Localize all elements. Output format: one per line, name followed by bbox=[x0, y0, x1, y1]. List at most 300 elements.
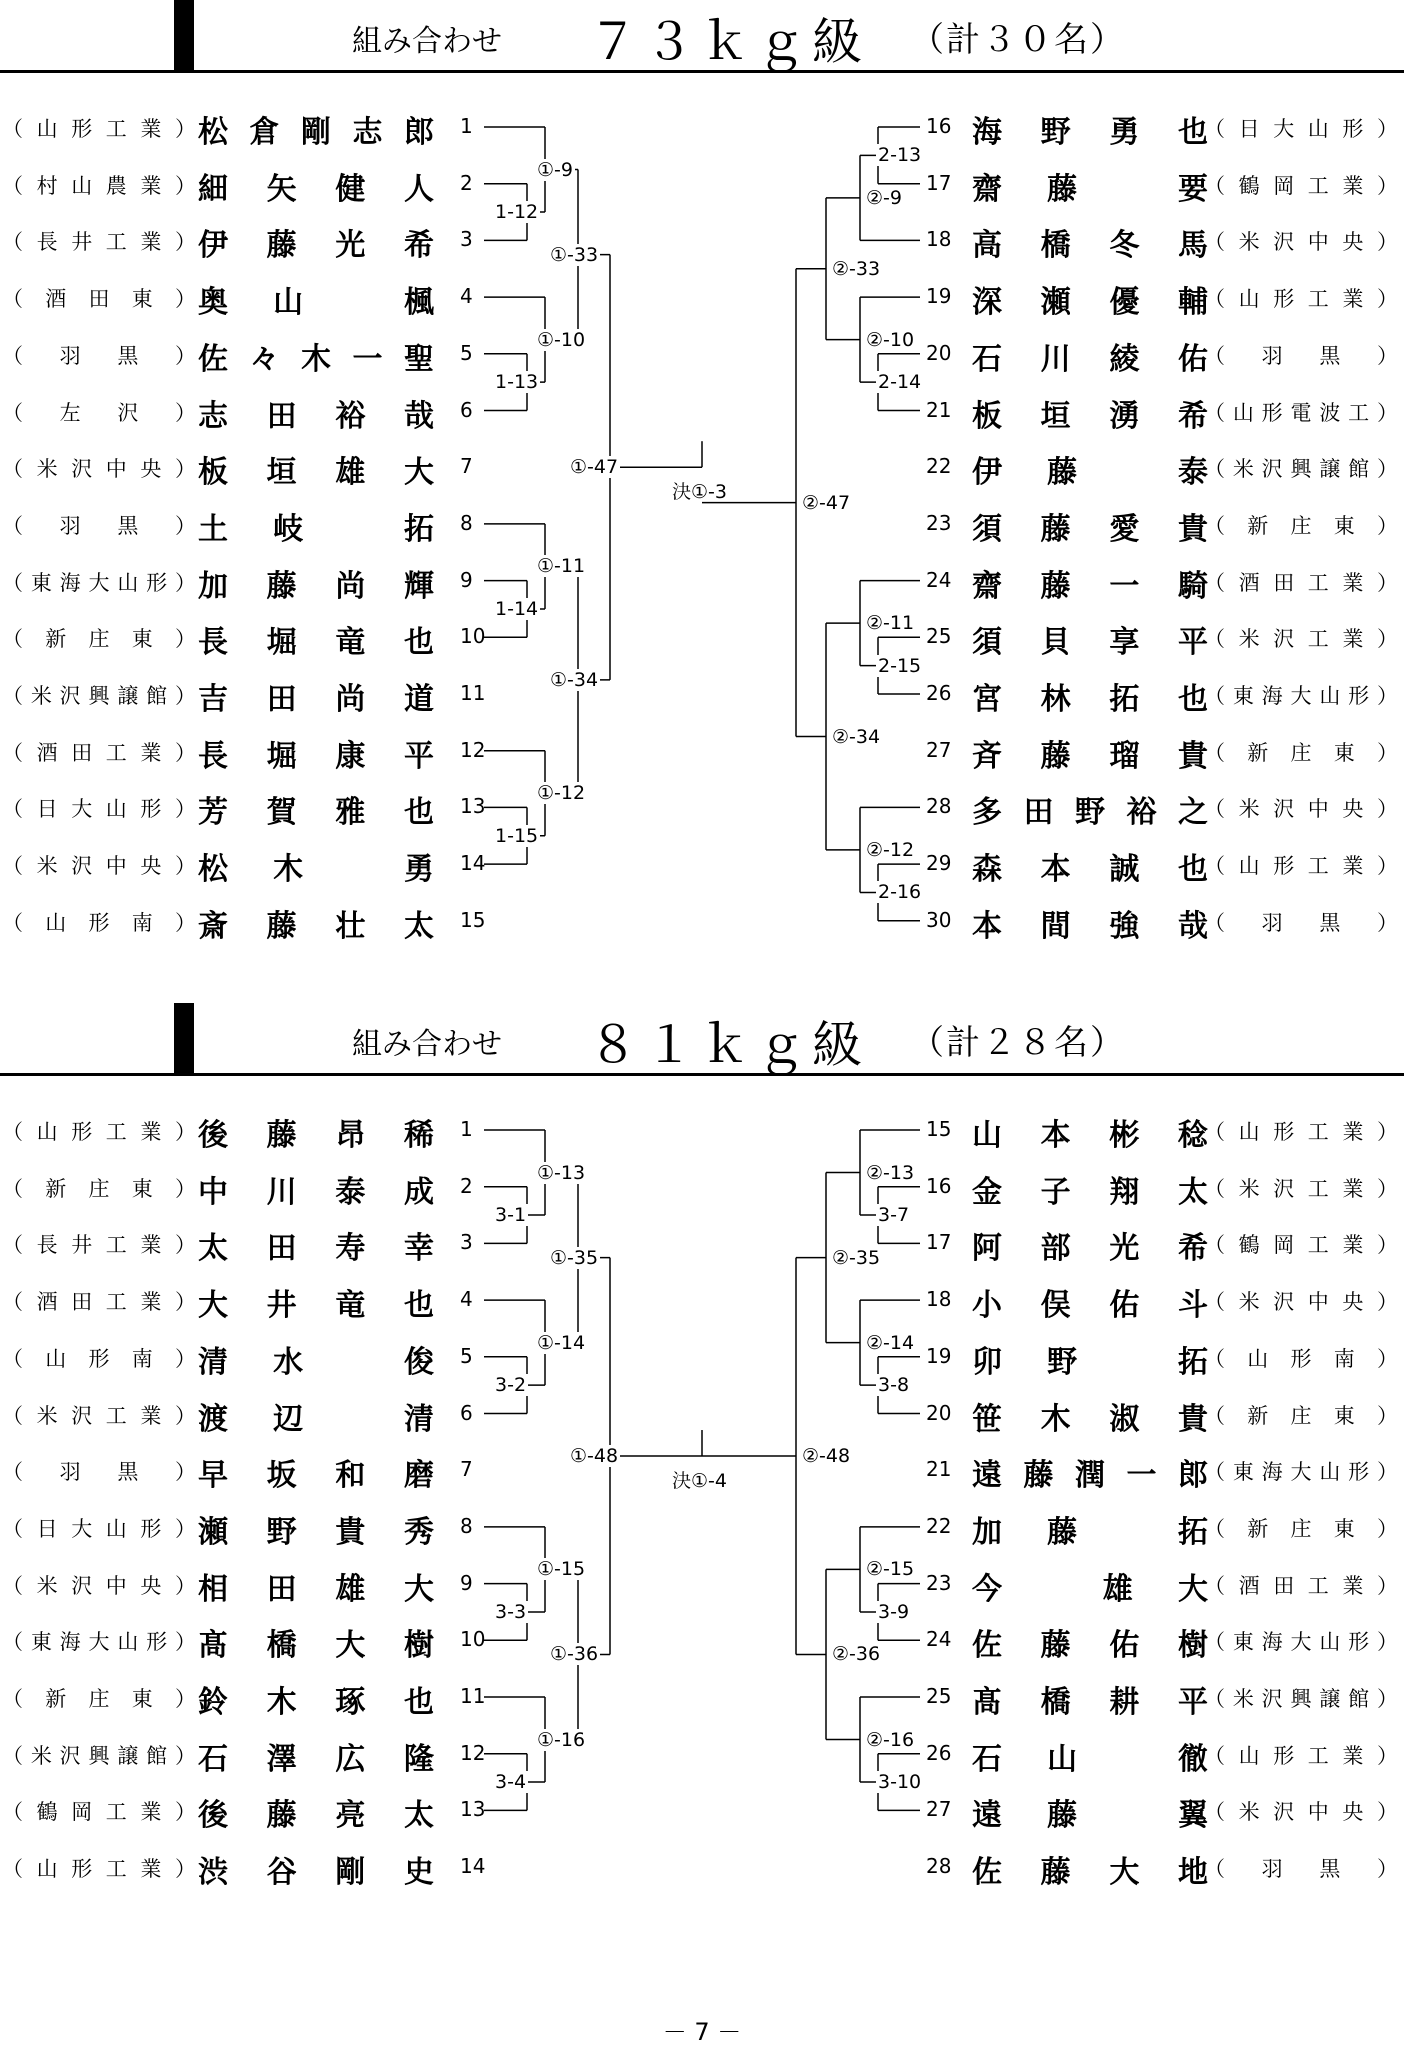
name-char: 佑 bbox=[1109, 1628, 1140, 1664]
name-char: 藤 bbox=[1047, 1514, 1078, 1550]
school-char: ） bbox=[1376, 1573, 1398, 1598]
school-char: 業 bbox=[140, 173, 162, 198]
athlete-name bbox=[198, 1620, 434, 1664]
school-char: 工 bbox=[105, 117, 127, 141]
school-name bbox=[1204, 680, 1398, 710]
school-char: ） bbox=[1376, 627, 1398, 652]
school-char: 海 bbox=[1261, 1630, 1283, 1655]
school-char: 工 bbox=[1307, 1120, 1329, 1144]
school-char: 央 bbox=[1342, 230, 1364, 255]
seed-number: 19 bbox=[926, 1343, 952, 1368]
name-char: 森 bbox=[972, 852, 1002, 888]
school-char: 米 bbox=[1232, 457, 1254, 482]
school-char: ） bbox=[1377, 1346, 1398, 1371]
school-char: 新 bbox=[45, 1176, 67, 1201]
school-char: 業 bbox=[1342, 1120, 1364, 1144]
name-char: 勇 bbox=[1109, 115, 1140, 150]
school-char: 岡 bbox=[1273, 173, 1295, 198]
school-char: （ bbox=[1204, 1857, 1225, 1882]
name-char: 剛 bbox=[335, 1855, 366, 1891]
school-char: 形 bbox=[71, 1120, 93, 1144]
school-char: ） bbox=[1376, 173, 1398, 198]
school-char: 形 bbox=[1261, 400, 1283, 425]
school-char: 山 bbox=[105, 797, 127, 822]
seed-number: 14 bbox=[460, 851, 486, 876]
name-char: 芳 bbox=[198, 795, 228, 831]
seed-number: 22 bbox=[926, 454, 952, 479]
school-char: 中 bbox=[105, 854, 127, 879]
school-name bbox=[1204, 510, 1398, 540]
school-char: 米 bbox=[1238, 1290, 1260, 1315]
school-name bbox=[1204, 1683, 1398, 1713]
school-char: （ bbox=[2, 457, 23, 482]
school-name bbox=[1204, 170, 1398, 200]
name-char: 長 bbox=[198, 738, 228, 774]
school-char: ） bbox=[174, 1233, 196, 1258]
name-char: 大 bbox=[1177, 1571, 1208, 1607]
school-char: 工 bbox=[105, 740, 127, 765]
school-char: ） bbox=[1376, 400, 1398, 425]
athlete-name bbox=[198, 561, 434, 605]
name-char: 佑 bbox=[1109, 1288, 1140, 1324]
name-char: 橋 bbox=[1040, 228, 1071, 264]
name-char: 藤 bbox=[266, 568, 297, 604]
school-char: 山 bbox=[1232, 400, 1254, 425]
name-char: 也 bbox=[1177, 682, 1208, 717]
athlete-name bbox=[198, 731, 434, 775]
school-char: 業 bbox=[1342, 287, 1364, 312]
school-char: （ bbox=[2, 797, 23, 822]
athlete-name bbox=[972, 1847, 1208, 1891]
school-char: 中 bbox=[1307, 1800, 1329, 1825]
name-char: 木 bbox=[266, 1685, 297, 1720]
athlete-name bbox=[972, 561, 1208, 605]
school-name bbox=[1204, 1173, 1398, 1203]
school-char: 央 bbox=[140, 854, 162, 879]
name-char: 藤 bbox=[1023, 1458, 1054, 1494]
athlete-name bbox=[198, 1167, 434, 1211]
seed-number: 7 bbox=[460, 454, 473, 479]
match-label: ②-48 bbox=[802, 1445, 851, 1468]
name-char: 壮 bbox=[335, 908, 366, 944]
name-char: 阿 bbox=[972, 1231, 1002, 1267]
name-char: 野 bbox=[1040, 115, 1071, 150]
name-char: 志 bbox=[198, 398, 228, 434]
match-label: ②-9 bbox=[866, 186, 902, 209]
name-char: 齋 bbox=[972, 171, 1002, 207]
name-char: 輔 bbox=[1177, 285, 1208, 321]
school-char: 井 bbox=[71, 1233, 93, 1258]
school-char: 央 bbox=[1342, 1290, 1364, 1315]
school-name bbox=[1204, 226, 1398, 256]
name-char: 野 bbox=[266, 1514, 297, 1550]
name-char: 之 bbox=[1178, 795, 1208, 831]
school-char: 山 bbox=[45, 1346, 67, 1371]
school-char: ） bbox=[1376, 570, 1398, 595]
name-char: 馬 bbox=[1177, 228, 1208, 264]
match-label: ①-11 bbox=[537, 555, 586, 578]
school-char: ） bbox=[174, 570, 196, 595]
athlete-name bbox=[198, 1790, 434, 1834]
weight-class-title: ８１ｋｇ級 bbox=[588, 1016, 868, 1074]
school-char: （ bbox=[2, 684, 23, 708]
school-name bbox=[2, 510, 196, 540]
athlete-name bbox=[972, 1450, 1208, 1494]
seed-number: 8 bbox=[460, 1513, 473, 1538]
match-label: ②-47 bbox=[802, 491, 851, 514]
name-char: 藤 bbox=[1047, 455, 1078, 491]
name-char: 髙 bbox=[972, 1685, 1002, 1720]
school-char: 黒 bbox=[117, 513, 139, 538]
name-char: 加 bbox=[198, 568, 228, 604]
name-char: 瑠 bbox=[1109, 738, 1140, 774]
school-char: （ bbox=[1204, 1233, 1225, 1258]
school-char: ） bbox=[174, 1516, 196, 1541]
school-char: （ bbox=[2, 173, 23, 198]
name-char: 誠 bbox=[1109, 852, 1140, 888]
athlete-name bbox=[972, 504, 1208, 548]
athlete-name bbox=[198, 220, 434, 264]
school-name bbox=[2, 1343, 196, 1373]
athlete-name bbox=[198, 617, 434, 661]
name-char: 佑 bbox=[1177, 341, 1208, 377]
school-char: 新 bbox=[1247, 1516, 1269, 1541]
name-char: 後 bbox=[198, 1798, 228, 1834]
school-name bbox=[1204, 1400, 1398, 1430]
athlete-name bbox=[972, 220, 1208, 264]
name-char: 琢 bbox=[335, 1685, 366, 1720]
school-char: 米 bbox=[36, 1403, 58, 1428]
school-char: 新 bbox=[1247, 513, 1269, 538]
school-char: 黒 bbox=[117, 1460, 139, 1485]
school-char: 米 bbox=[1238, 230, 1260, 255]
school-char: ） bbox=[174, 1460, 196, 1485]
school-char: （ bbox=[1204, 287, 1225, 312]
name-char: 細 bbox=[198, 171, 228, 207]
school-char: 館 bbox=[146, 684, 168, 708]
name-char: 藤 bbox=[1040, 1628, 1071, 1664]
school-name bbox=[2, 1456, 196, 1486]
name-char: 綾 bbox=[1109, 341, 1140, 377]
name-char: 勇 bbox=[403, 852, 434, 888]
school-char: （ bbox=[1204, 1573, 1225, 1598]
name-char: 貴 bbox=[1177, 1401, 1208, 1437]
school-char: 中 bbox=[105, 1573, 127, 1598]
name-char: 板 bbox=[198, 455, 228, 491]
school-char: （ bbox=[1204, 343, 1225, 368]
school-char: （ bbox=[2, 740, 23, 765]
school-char: 譲 bbox=[117, 684, 139, 708]
school-char: 東 bbox=[1333, 1516, 1355, 1541]
name-char: 藤 bbox=[266, 1118, 297, 1153]
school-char: 工 bbox=[105, 1403, 127, 1428]
athlete-name bbox=[198, 787, 434, 831]
school-char: 米 bbox=[1238, 627, 1260, 652]
name-char: 尚 bbox=[335, 682, 366, 717]
match-label: ①-33 bbox=[550, 243, 599, 266]
name-char: 瀬 bbox=[1040, 285, 1071, 321]
school-char: （ bbox=[2, 400, 23, 425]
school-char: 海 bbox=[1261, 1460, 1283, 1485]
school-char: ） bbox=[1376, 684, 1398, 708]
name-char: 藤 bbox=[1047, 1798, 1078, 1834]
name-char: 本 bbox=[1040, 852, 1071, 888]
athlete-name bbox=[972, 391, 1208, 435]
athlete-name bbox=[198, 447, 434, 491]
school-char: （ bbox=[1204, 627, 1225, 652]
school-char: ） bbox=[1376, 1687, 1398, 1711]
name-char: 稔 bbox=[1177, 1118, 1208, 1153]
school-char: 央 bbox=[140, 1573, 162, 1598]
school-char: 山 bbox=[1238, 1743, 1260, 1768]
match-label: ②-10 bbox=[866, 328, 915, 351]
school-char: 譲 bbox=[1319, 457, 1341, 482]
school-char: 沢 bbox=[1261, 457, 1283, 482]
school-char: 東 bbox=[131, 627, 153, 652]
school-name bbox=[1204, 1229, 1398, 1259]
school-char: 形 bbox=[71, 1857, 93, 1882]
school-char: 形 bbox=[1342, 117, 1364, 141]
name-char: 一 bbox=[352, 341, 383, 377]
match-label: 1-13 bbox=[495, 371, 539, 394]
school-char: 庄 bbox=[1290, 513, 1312, 538]
name-char: 山 bbox=[1047, 1741, 1078, 1777]
name-char: 宮 bbox=[972, 682, 1002, 717]
school-char: （ bbox=[2, 1687, 23, 1711]
name-char: 太 bbox=[1177, 1174, 1208, 1210]
school-char: （ bbox=[2, 230, 23, 255]
school-char: 大 bbox=[1273, 117, 1295, 141]
seed-number: 15 bbox=[460, 907, 486, 932]
athlete-name bbox=[198, 1734, 434, 1778]
name-char: 也 bbox=[1177, 852, 1208, 888]
school-char: 興 bbox=[1290, 1687, 1312, 1711]
school-char: 東 bbox=[1333, 1403, 1355, 1428]
athlete-name bbox=[198, 1677, 434, 1721]
school-char: 山 bbox=[1307, 117, 1329, 141]
school-char: 形 bbox=[1348, 1460, 1370, 1485]
school-char: （ bbox=[2, 287, 23, 312]
school-name bbox=[2, 680, 196, 710]
athlete-name bbox=[198, 674, 434, 718]
name-char bbox=[1122, 164, 1132, 208]
athlete-name bbox=[972, 334, 1208, 378]
final-match-label: 決①-3 bbox=[672, 481, 727, 504]
name-char bbox=[348, 1337, 358, 1381]
name-char: 辺 bbox=[273, 1401, 304, 1437]
school-name bbox=[2, 623, 196, 653]
school-char: 米 bbox=[1238, 1176, 1260, 1201]
name-char: 橋 bbox=[1040, 1685, 1071, 1720]
name-char: 土 bbox=[198, 511, 228, 547]
school-char: （ bbox=[1204, 684, 1225, 708]
school-char: 大 bbox=[88, 570, 110, 595]
name-char: 橋 bbox=[266, 1628, 297, 1664]
school-name bbox=[2, 453, 196, 483]
school-char: 羽 bbox=[59, 1460, 81, 1485]
name-char: 雄 bbox=[335, 1571, 366, 1607]
name-char: 雅 bbox=[335, 795, 366, 831]
name-char: 深 bbox=[972, 285, 1002, 321]
match-label: ②-14 bbox=[866, 1331, 915, 1354]
name-char: 俣 bbox=[1040, 1288, 1071, 1324]
school-char: （ bbox=[1204, 513, 1225, 538]
entrant-count: （計３０名） bbox=[910, 20, 1126, 60]
name-char: 石 bbox=[198, 1741, 228, 1777]
name-char: 藤 bbox=[1040, 568, 1071, 604]
school-char: ） bbox=[175, 910, 196, 935]
school-char: 沢 bbox=[71, 1403, 93, 1428]
school-char: 沢 bbox=[1261, 1687, 1283, 1711]
name-char: 賀 bbox=[266, 795, 297, 831]
seed-number: 29 bbox=[926, 851, 952, 876]
school-name bbox=[1204, 113, 1398, 143]
match-label: ①-10 bbox=[537, 328, 586, 351]
match-label: 3-4 bbox=[495, 1771, 527, 1794]
athlete-name bbox=[972, 1620, 1208, 1664]
school-char: （ bbox=[2, 1290, 23, 1315]
school-char: 米 bbox=[30, 684, 52, 708]
seed-number: 20 bbox=[926, 340, 952, 365]
school-char: ） bbox=[1376, 117, 1398, 141]
school-char: 日 bbox=[36, 1516, 58, 1541]
name-char: 大 bbox=[335, 1628, 366, 1664]
school-char: 庄 bbox=[1290, 1403, 1312, 1428]
school-char: （ bbox=[1204, 1120, 1225, 1144]
school-char: 米 bbox=[1232, 1687, 1254, 1711]
name-char: 吉 bbox=[198, 682, 228, 717]
name-char bbox=[1047, 1564, 1057, 1608]
school-char: 山 bbox=[1238, 287, 1260, 312]
school-name bbox=[2, 793, 196, 823]
name-char: 木 bbox=[1040, 1401, 1071, 1437]
school-char: 工 bbox=[1307, 854, 1329, 879]
school-char: 工 bbox=[1307, 627, 1329, 652]
name-char: 潤 bbox=[1075, 1458, 1105, 1494]
name-char: 須 bbox=[972, 511, 1002, 547]
name-char: 松 bbox=[198, 852, 228, 888]
school-char: 庄 bbox=[1290, 740, 1312, 765]
name-char: 大 bbox=[1109, 1855, 1140, 1891]
school-char: （ bbox=[1204, 910, 1225, 935]
name-char: 藤 bbox=[266, 1798, 297, 1834]
school-char: 工 bbox=[1307, 1233, 1329, 1258]
seed-number: 24 bbox=[926, 1627, 952, 1652]
athlete-name bbox=[198, 1337, 434, 1381]
name-char: 稀 bbox=[403, 1118, 434, 1153]
seed-number: 13 bbox=[460, 794, 486, 819]
athlete-name bbox=[972, 1734, 1208, 1778]
school-char: 央 bbox=[140, 457, 162, 482]
school-name bbox=[1204, 1513, 1398, 1543]
name-char: 雄 bbox=[335, 455, 366, 491]
seed-number: 9 bbox=[460, 567, 473, 592]
match-label: ①-47 bbox=[570, 456, 619, 479]
school-char: ） bbox=[174, 1743, 196, 1768]
school-char: 大 bbox=[71, 797, 93, 822]
school-name bbox=[1204, 1626, 1398, 1656]
school-name bbox=[2, 1229, 196, 1259]
school-char: 酒 bbox=[1238, 1573, 1260, 1598]
school-char: 黒 bbox=[1319, 343, 1341, 368]
entrant-count: （計２８名） bbox=[910, 1023, 1126, 1063]
match-label: ①-9 bbox=[537, 158, 573, 181]
name-char: 強 bbox=[1109, 908, 1140, 944]
school-char: 大 bbox=[1290, 684, 1312, 708]
seed-number: 24 bbox=[926, 567, 952, 592]
name-char: 裕 bbox=[335, 398, 366, 434]
school-char: 業 bbox=[140, 1120, 162, 1144]
school-char: 庄 bbox=[88, 1687, 110, 1711]
match-label: 3-10 bbox=[878, 1771, 922, 1794]
school-char: 興 bbox=[88, 1743, 110, 1768]
name-char: 裕 bbox=[1126, 795, 1157, 831]
school-char: ） bbox=[174, 400, 196, 425]
school-name bbox=[1204, 1286, 1398, 1316]
name-char: 徹 bbox=[1177, 1741, 1208, 1777]
athlete-name bbox=[972, 787, 1208, 831]
match-label: ②-33 bbox=[832, 257, 881, 280]
school-char: 山 bbox=[117, 570, 139, 595]
school-char: 南 bbox=[131, 1346, 153, 1371]
school-char: 酒 bbox=[36, 1290, 58, 1315]
name-char: 樹 bbox=[1177, 1628, 1208, 1664]
name-char: 奥 bbox=[198, 285, 228, 321]
school-char: ） bbox=[1376, 854, 1398, 879]
school-char: 田 bbox=[1273, 570, 1295, 595]
school-char: 米 bbox=[1238, 797, 1260, 822]
seed-number: 21 bbox=[926, 397, 952, 422]
athlete-name bbox=[972, 277, 1208, 321]
athlete-name bbox=[198, 1223, 434, 1267]
name-char: 健 bbox=[335, 171, 366, 207]
name-char: 齋 bbox=[972, 568, 1002, 604]
seed-number: 3 bbox=[460, 227, 473, 252]
seed-number: 26 bbox=[926, 681, 952, 705]
seed-number: 10 bbox=[460, 624, 486, 649]
athlete-name bbox=[198, 1450, 434, 1494]
school-char: ） bbox=[175, 1687, 196, 1711]
name-char: 加 bbox=[972, 1514, 1002, 1550]
athlete-name bbox=[972, 1223, 1208, 1267]
athlete-name bbox=[198, 901, 434, 945]
school-char: ） bbox=[1376, 230, 1398, 255]
name-char: 清 bbox=[198, 1344, 228, 1380]
school-char: ） bbox=[1376, 910, 1398, 935]
school-char: 羽 bbox=[1261, 910, 1283, 935]
school-char: ） bbox=[1376, 1290, 1398, 1315]
name-char: 人 bbox=[403, 171, 434, 207]
school-char: 形 bbox=[1348, 1630, 1370, 1655]
match-label: ②-36 bbox=[832, 1643, 881, 1666]
name-char: 金 bbox=[972, 1174, 1002, 1210]
school-char: ） bbox=[1376, 1630, 1398, 1655]
name-char: 楓 bbox=[403, 285, 434, 321]
name-char: 田 bbox=[266, 398, 297, 434]
name-char: 也 bbox=[403, 795, 434, 831]
name-char: 部 bbox=[1040, 1231, 1071, 1267]
athlete-name bbox=[972, 1167, 1208, 1211]
school-char: 南 bbox=[1333, 1346, 1355, 1371]
name-char: 亮 bbox=[335, 1798, 366, 1834]
school-char: （ bbox=[1204, 1460, 1225, 1485]
name-char: 貴 bbox=[335, 1514, 366, 1550]
athlete-name bbox=[972, 164, 1208, 208]
name-char: 樹 bbox=[403, 1628, 434, 1664]
school-char: 海 bbox=[59, 1630, 81, 1655]
school-char: 東 bbox=[30, 570, 52, 595]
school-char: 羽 bbox=[1261, 343, 1283, 368]
